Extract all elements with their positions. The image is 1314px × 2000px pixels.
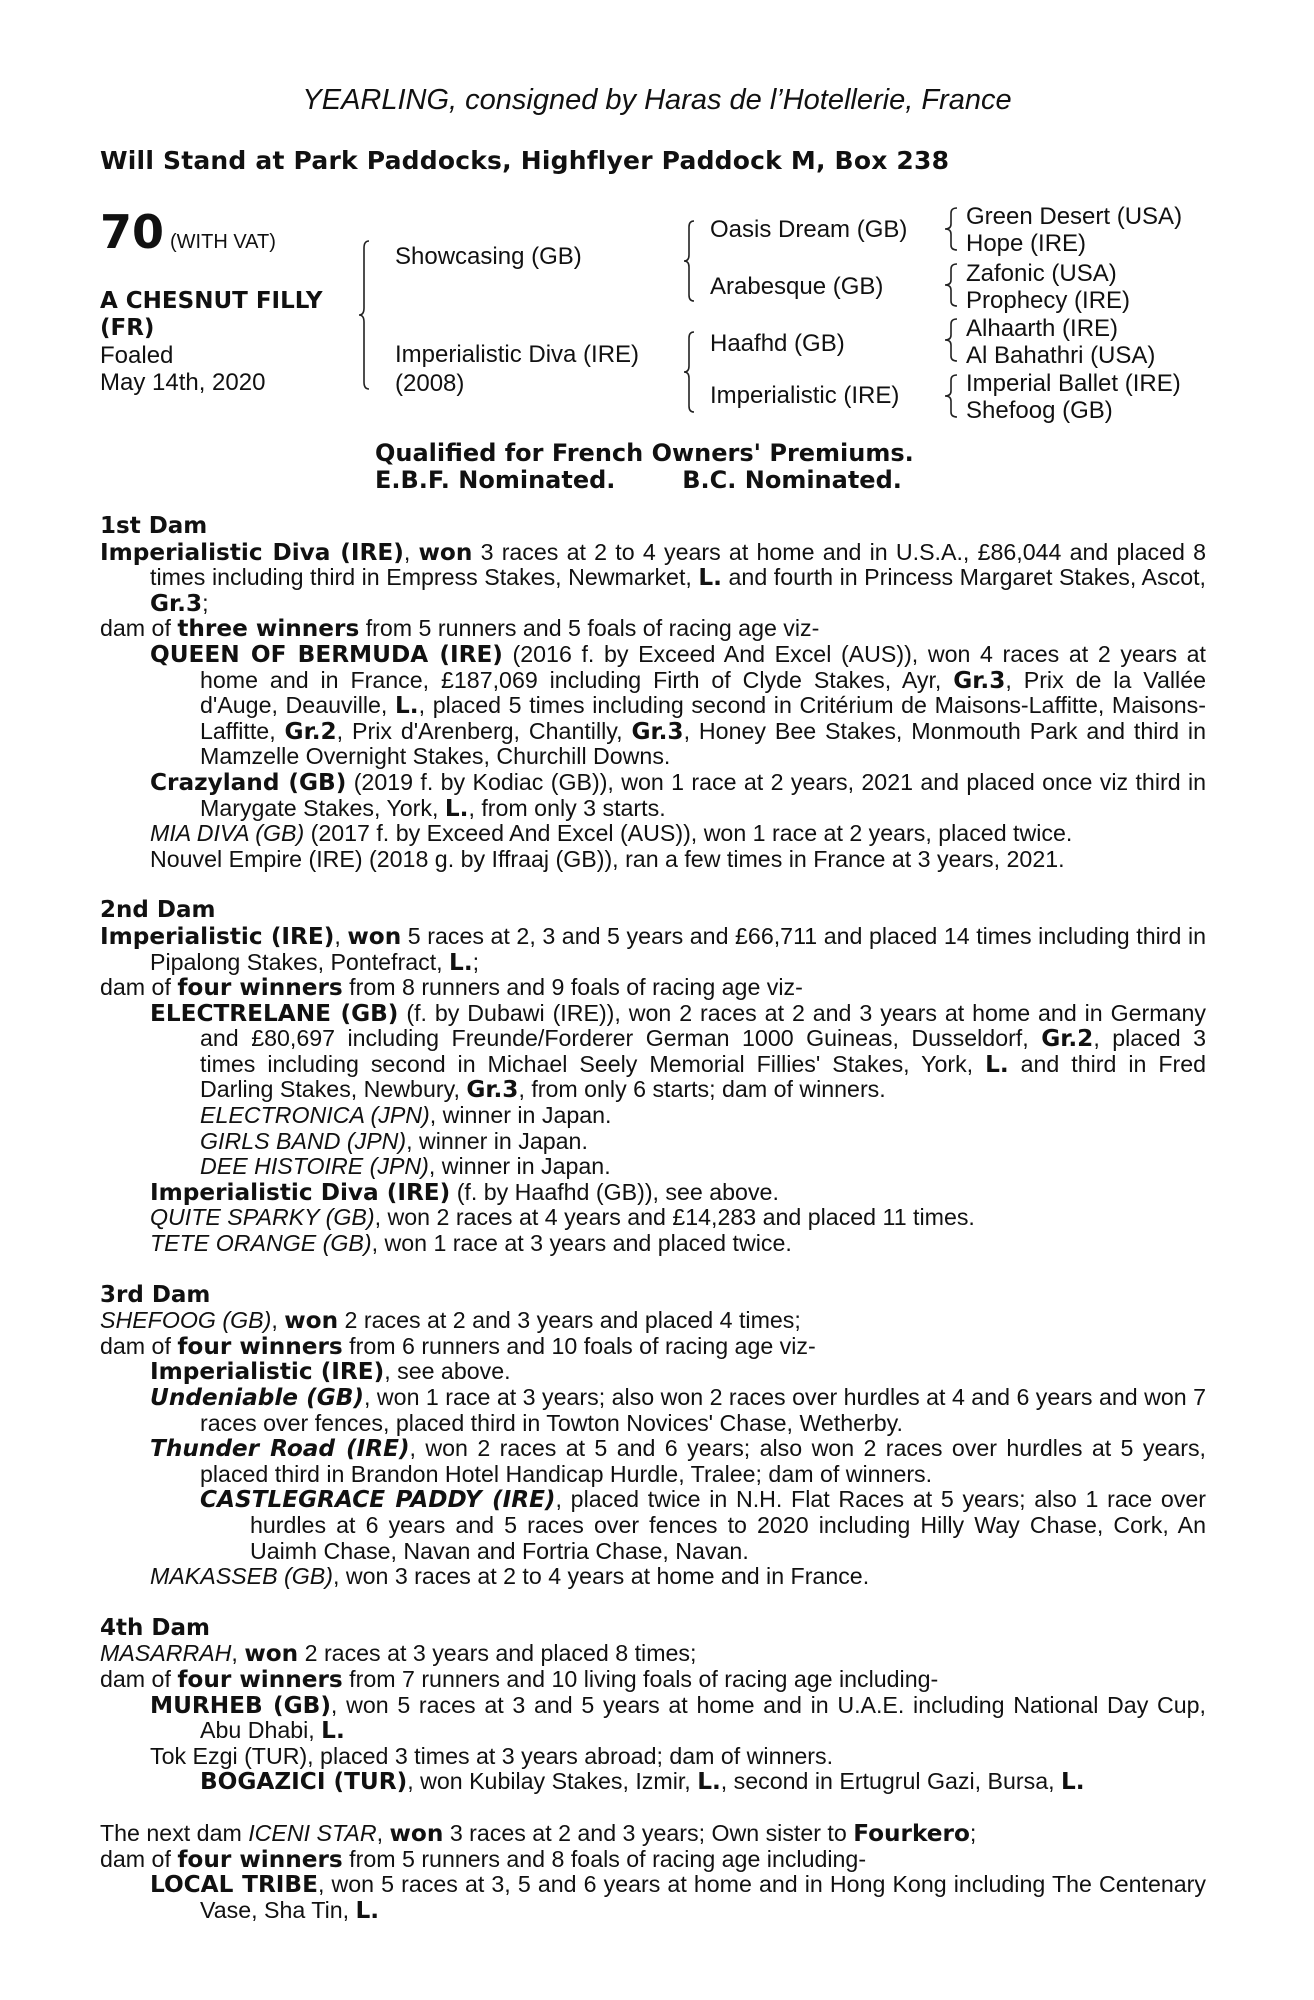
text-run: L. — [985, 1050, 1009, 1078]
text-run: , — [403, 538, 419, 565]
text-run: , Prix de la Vallée d'Auge, Deauville, — [200, 666, 1206, 719]
brace-g3 — [944, 318, 958, 362]
pedigree-dam-line2: (2008) — [395, 370, 465, 397]
text-run: won — [284, 1307, 339, 1335]
text-run: from 7 runners and 10 living foals of racing age including- — [342, 1665, 939, 1692]
text-run: LOCAL TRIBE — [150, 1871, 318, 1899]
text-run: , won Kubilay Stakes, Izmir, — [407, 1768, 698, 1795]
foaled-label: Foaled — [100, 342, 174, 369]
text-run: from 6 runners and 10 foals of racing age viz- — [342, 1332, 816, 1359]
text-run: four winners — [177, 1332, 343, 1360]
text-run: , placed twice in N.H. Flat Races at 5 years; also 1 race over hurdles at 6 years and 5 races over fences to 2020 including Hilly Way Chase, Cork, An Uaimh Chase, Navan and Fortria Chase, Navan. — [250, 1486, 1207, 1564]
text-run: 2 races at 3 years and placed 8 times; — [298, 1640, 697, 1667]
record-entry — [100, 1693, 1206, 1744]
text-run: MURHEB (GB) — [150, 1691, 331, 1719]
text-run: GIRLS BAND (JPN) — [200, 1127, 407, 1154]
text-run: , second in Ertugrul Gazi, Bursa, — [720, 1768, 1062, 1795]
text-run: ; — [472, 948, 480, 975]
text-run: dam of — [100, 615, 178, 642]
record-entry — [100, 847, 1206, 873]
pedigree-ds-sire: Alhaarth (IRE) — [966, 315, 1119, 342]
text-run: Thunder Road (IRE) — [150, 1435, 410, 1463]
section-heading: 4th Dam — [100, 1614, 210, 1641]
text-run: four winners — [177, 1845, 343, 1873]
text-run: 3 races at 2 to 4 years at home and in U.S.A., £86,044 and placed 8 times including third in Empress Stakes, Newmarket, — [150, 538, 1206, 591]
record-entry — [100, 1667, 1206, 1693]
text-run: , won 3 races at 2 to 4 years at home and in France. — [332, 1563, 870, 1590]
text-run: MAKASSEB (GB) — [150, 1563, 333, 1590]
record-entry — [100, 1359, 1206, 1385]
text-run: , from only 6 starts; dam of winners. — [518, 1076, 886, 1103]
text-run: QUITE SPARKY (GB) — [150, 1204, 375, 1231]
dam-section — [100, 1283, 1206, 1590]
text-run: , won 2 races at 5 and 6 years; also won 2 races over hurdles at 5 years, placed third in Brandon Hotel Handicap Hurdle, Tralee; dam of winners. — [200, 1435, 1206, 1487]
text-run: dam of — [100, 1665, 178, 1692]
record-entry — [100, 1308, 1206, 1334]
record-entry — [100, 1001, 1206, 1103]
brace-dam-line — [683, 331, 695, 413]
pedigree-ss-dam: Hope (IRE) — [966, 230, 1087, 257]
horse-name-line2: (FR) — [100, 315, 155, 341]
record-entry — [100, 1231, 1206, 1257]
text-run: Gr.3 — [466, 1076, 519, 1104]
record-entry — [100, 924, 1206, 975]
dam-records — [100, 514, 1206, 1923]
text-run: Gr.2 — [1041, 1025, 1094, 1053]
text-run: ; — [202, 589, 209, 616]
record-entry — [100, 1334, 1206, 1360]
page-title: YEARLING, consigned by Haras de l’Hotellerie, France — [302, 84, 1012, 116]
record-entry — [100, 1847, 1206, 1873]
pedigree-dam-sire: Haafhd (GB) — [710, 330, 845, 357]
text-run: Imperialistic (IRE) — [100, 922, 335, 950]
pedigree-dd-sire: Imperial Ballet (IRE) — [966, 370, 1181, 397]
text-run: (f. by Dubawi (IRE)), won 2 races at 2 and 3 years at home and in Germany and £80,697 including Freunde/Forderer German 1000 Guineas, Dusseldorf, — [200, 999, 1206, 1052]
text-run: and fourth in Princess Margaret Stakes, Ascot, — [721, 564, 1206, 591]
text-run: , — [334, 922, 348, 949]
text-run: ELECTRONICA (JPN) — [200, 1102, 430, 1129]
text-run: DEE HISTOIRE (JPN) — [200, 1153, 429, 1180]
lot-block — [100, 205, 276, 259]
text-run: Imperialistic Diva (IRE) — [100, 538, 404, 566]
record-entry — [100, 1872, 1206, 1923]
pedigree-sd-sire: Zafonic (USA) — [966, 260, 1117, 287]
text-run: L. — [449, 948, 473, 976]
text-run: MIA DIVA (GB) — [150, 820, 305, 847]
text-run: , won 5 races at 3 and 5 years at home and in U.A.E. including National Day Cup, Abu Dhabi, — [200, 1691, 1206, 1744]
record-entry — [100, 821, 1206, 847]
text-run: Undeniable (GB) — [150, 1384, 365, 1411]
text-run: L. — [395, 692, 419, 720]
text-run: Imperialistic Diva (IRE) — [150, 1178, 451, 1206]
record-entry — [100, 616, 1206, 642]
record-entry — [100, 770, 1206, 821]
text-run: ICENI STAR — [248, 1819, 377, 1846]
record-entry — [100, 540, 1206, 617]
text-run: , see above. — [384, 1358, 511, 1385]
pedigree-ds-dam: Al Bahathri (USA) — [966, 342, 1156, 369]
record-entry — [100, 1769, 1206, 1795]
horse-name-line1: A CHESNUT FILLY — [100, 288, 323, 314]
dam-section — [100, 1821, 1206, 1923]
text-run: Crazyland (GB) — [150, 768, 347, 796]
pedigree-dd-dam: Shefoog (GB) — [966, 397, 1113, 424]
text-run: 2 races at 2 and 3 years and placed 4 times; — [338, 1307, 801, 1334]
record-entry — [100, 1744, 1206, 1770]
brace-sire-line — [683, 220, 695, 302]
vat-note: (WITH VAT) — [170, 231, 276, 253]
text-run: BOGAZICI (TUR) — [200, 1768, 408, 1796]
text-run: L. — [321, 1717, 345, 1745]
text-run: Tok Ezgi (TUR), placed 3 times at 3 years abroad; dam of winners. — [150, 1742, 834, 1769]
record-entry — [100, 1385, 1206, 1436]
pedigree-sire-dam: Arabesque (GB) — [710, 273, 884, 300]
text-run: Gr.3 — [953, 666, 1006, 694]
text-run: Imperialistic (IRE) — [150, 1358, 385, 1386]
text-run: (2017 f. by Exceed And Excel (AUS)), won 1 race at 2 years, placed twice. — [304, 820, 1073, 847]
text-run: CASTLEGRACE PADDY (IRE) — [200, 1486, 556, 1514]
text-run: Nouvel Empire (IRE) (2018 g. by Iffraaj (GB)), ran a few times in France at 3 years, 2021. — [150, 845, 1065, 872]
text-run: MASARRAH — [100, 1640, 232, 1667]
brace-g4 — [944, 374, 958, 418]
stand-location: Will Stand at Park Paddocks, Highflyer Paddock M, Box 238 — [100, 146, 950, 175]
text-run: (f. by Haafhd (GB)), see above. — [450, 1178, 779, 1205]
text-run: ELECTRELANE (GB) — [150, 999, 399, 1027]
text-run: Gr.3 — [631, 717, 684, 745]
text-run: ; — [969, 1819, 977, 1846]
pedigree-dam-dam: Imperialistic (IRE) — [710, 382, 900, 409]
record-entry — [100, 1154, 1206, 1180]
record-entry — [100, 1180, 1206, 1206]
text-run: four winners — [177, 1665, 343, 1693]
foaled-date: May 14th, 2020 — [100, 369, 266, 396]
text-run: L. — [697, 1768, 721, 1796]
section-heading: 2nd Dam — [100, 897, 216, 924]
text-run: L. — [1061, 1768, 1085, 1796]
text-run: , won 2 races at 4 years and £14,283 and placed 11 times. — [374, 1204, 975, 1231]
text-run: from 8 runners and 9 foals of racing age viz- — [342, 974, 803, 1001]
text-run: four winners — [177, 974, 343, 1002]
text-run: L. — [698, 564, 722, 592]
text-run: dam of — [100, 1332, 178, 1359]
record-entry — [100, 1436, 1206, 1487]
text-run: dam of — [100, 974, 178, 1001]
text-run: 3 races at 2 and 3 years; Own sister to — [443, 1819, 854, 1846]
record-entry — [100, 1821, 1206, 1847]
pedigree-dam-line1: Imperialistic Diva (IRE) — [395, 341, 640, 368]
text-run: , — [271, 1307, 285, 1334]
brace-g1 — [944, 207, 958, 251]
text-run: , placed 3 times including second in Michael Seely Memorial Fillies' Stakes, York, — [200, 1025, 1206, 1077]
text-run: (2016 f. by Exceed And Excel (AUS)), won 4 races at 2 years at home and in France, £187,069 including Firth of Clyde Stakes, Ayr, — [200, 640, 1206, 693]
brace-g2 — [944, 263, 958, 307]
text-run: won — [347, 922, 402, 950]
text-run: won — [244, 1640, 299, 1668]
text-run: , winner in Japan. — [406, 1127, 588, 1154]
record-entry — [100, 1487, 1206, 1564]
text-run: , — [231, 1640, 245, 1667]
text-run: , Honey Bee Stakes, Monmouth Park and third in Mamzelle Overnight Stakes, Churchill Downs. — [200, 717, 1206, 770]
text-run: won — [389, 1819, 444, 1847]
text-run: The next dam — [100, 1819, 249, 1846]
record-entry — [100, 1564, 1206, 1590]
text-run: L. — [355, 1896, 380, 1924]
text-run: from 5 runners and 8 foals of racing age including- — [342, 1845, 867, 1872]
lot-number: 70 — [100, 205, 165, 259]
record-entry — [100, 1641, 1206, 1667]
text-run: three winners — [177, 615, 360, 643]
dam-section — [100, 1616, 1206, 1795]
text-run: , won 1 race at 3 years; also won 2 races over hurdles at 4 and 6 years and won 7 races over fences, placed third in Towton Novices' Chase, Wetherby. — [200, 1384, 1206, 1436]
text-run: , winner in Japan. — [428, 1153, 611, 1180]
pedigree-sire-sire: Oasis Dream (GB) — [710, 216, 908, 243]
text-run: , won 1 race at 3 years and placed twice. — [371, 1230, 792, 1257]
qualification-nominations: E.B.F. Nominated. B.C. Nominated. — [375, 466, 902, 494]
record-entry — [100, 1103, 1206, 1129]
text-run: Fourkero — [853, 1819, 970, 1847]
text-run: , placed 5 times including second in Critérium de Maisons-Laffitte, Maisons-Laffitte, — [200, 692, 1206, 744]
section-heading: 3rd Dam — [100, 1281, 211, 1308]
text-run: Gr.2 — [284, 717, 337, 745]
record-entry — [100, 1129, 1206, 1155]
text-run: and third in Fred Darling Stakes, Newbury, — [200, 1050, 1206, 1103]
brace-main — [358, 240, 370, 390]
text-run: , winner in Japan. — [429, 1102, 612, 1129]
pedigree-sire: Showcasing (GB) — [395, 243, 582, 270]
dam-section — [100, 514, 1206, 872]
text-run: TETE ORANGE (GB) — [150, 1230, 372, 1257]
text-run: won — [418, 538, 473, 566]
text-run: , from only 3 starts. — [468, 794, 666, 821]
text-run: (2019 f. by Kodiac (GB)), won 1 race at 2 years, 2021 and placed once viz third in Marygate Stakes, York, — [200, 768, 1207, 821]
dam-section — [100, 898, 1206, 1256]
record-entry — [100, 642, 1206, 770]
horse-description — [100, 288, 360, 396]
text-run: dam of — [100, 1845, 178, 1872]
pedigree-ss-sire: Green Desert (USA) — [966, 203, 1183, 230]
text-run: from 5 runners and 5 foals of racing age viz- — [359, 615, 820, 642]
text-run: , Prix d'Arenberg, Chantilly, — [336, 717, 632, 744]
qualification-premiums: Qualified for French Owners' Premiums. — [375, 439, 914, 467]
record-entry — [100, 1205, 1206, 1231]
text-run: 5 races at 2, 3 and 5 years and £66,711 and placed 14 times including third in Pipalong Stakes, Pontefract, — [150, 922, 1206, 975]
text-run: QUEEN OF BERMUDA (IRE) — [150, 640, 503, 668]
text-run: SHEFOOG (GB) — [100, 1307, 272, 1334]
text-run: L. — [444, 794, 469, 822]
section-heading: 1st Dam — [100, 513, 208, 539]
text-run: , — [376, 1819, 390, 1846]
text-run: , won 5 races at 3, 5 and 6 years at home and in Hong Kong including The Centenary Vase, Sha Tin, — [200, 1871, 1206, 1923]
text-run: Gr.3 — [150, 589, 203, 617]
qualifications — [375, 440, 914, 494]
record-entry — [100, 975, 1206, 1001]
pedigree-sd-dam: Prophecy (IRE) — [966, 287, 1131, 314]
